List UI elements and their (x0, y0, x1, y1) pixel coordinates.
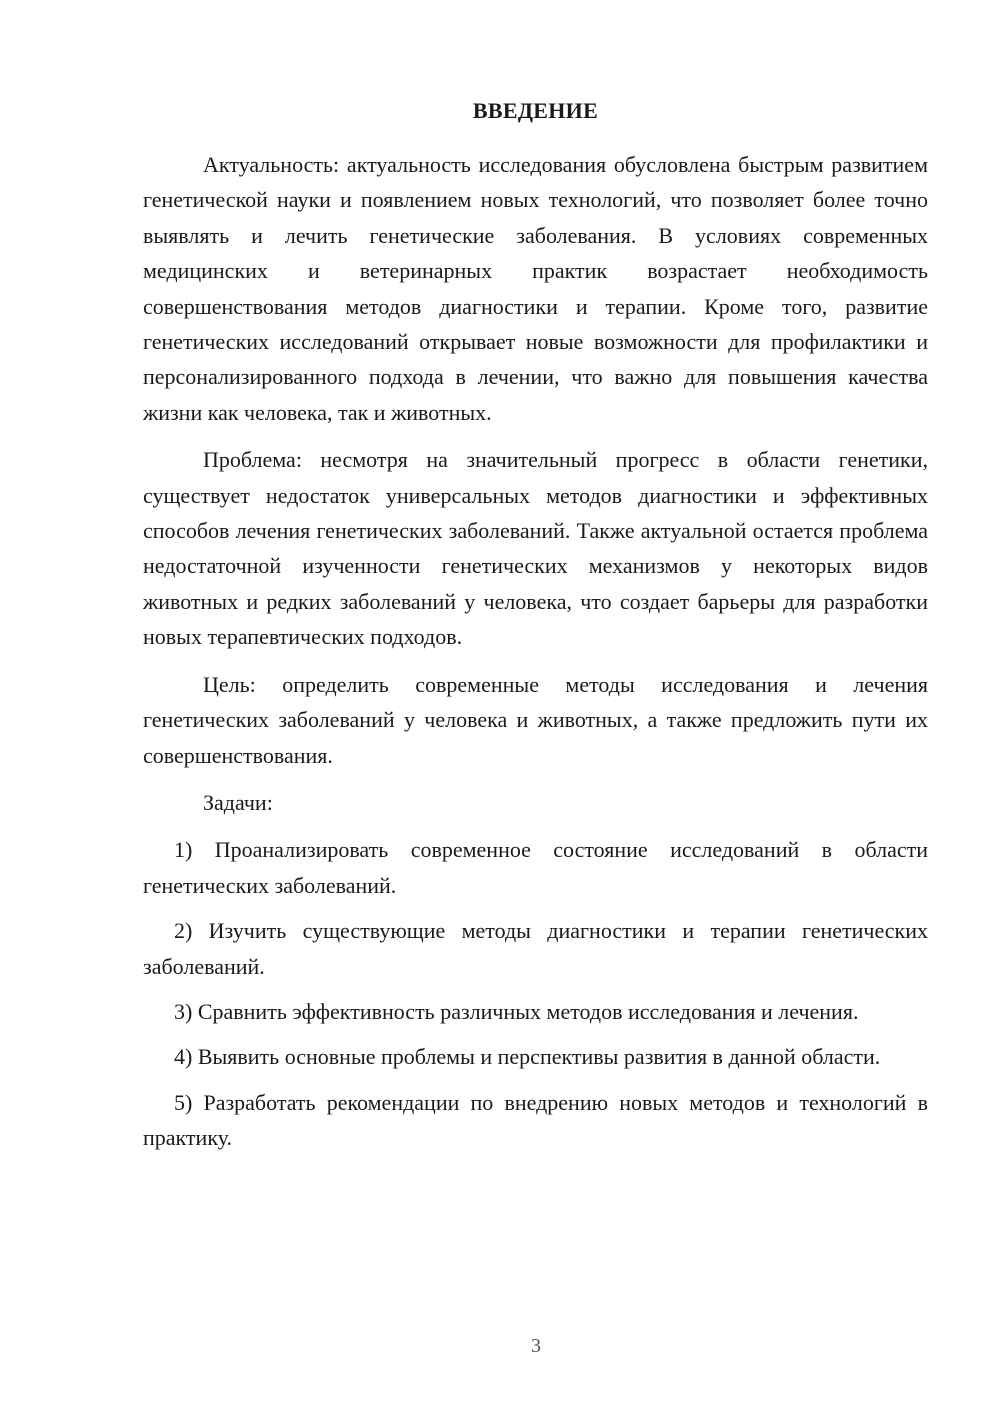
tasks-list (143, 832, 928, 1155)
task-item: 2) Изучить существующие методы диагностики и терапии генетических заболеваний. (143, 918, 928, 979)
section-heading: ВВЕДЕНИЕ (472, 98, 599, 123)
tasks-label: Задачи: (203, 789, 273, 815)
paragraph-relevance: Актуальность: актуальность исследования обусловлена быстрым развитием генетической науки и появлением новых технологий, что позволяет более точно выявлять и лечить генетические заболевания. В условиях современных медицинских и ветеринарных практик возрастает необходимость совершенствования методов диагностики и терапии. Кроме того, развитие генетических исследований открывает новые возможности для профилактики и персонализированного подхода в лечении, что важно для повышения качества жизни как человека, так и животных. (143, 152, 928, 425)
paragraph-problem: Проблема: несмотря на значительный прогресс в области генетики, существует недостаток универсальных методов диагностики и эффективных способов лечения генетических заболеваний. Также актуальной остается проблема недостаточной изученности генетических механизмов у некоторых видов животных и редких заболеваний у человека, что создает барьеры для разработки новых терапевтических подходов. (143, 447, 928, 650)
paragraph-goal: Цель: определить современные методы исследования и лечения генетических заболеваний у человека и животных, а также предложить пути их совершенствования. (143, 671, 928, 768)
page-number: 3 (531, 1335, 541, 1357)
task-item: 1) Проанализировать современное состояние исследований в области генетических заболеваний. (143, 837, 928, 898)
task-item: 3) Сравнить эффективность различных методов исследования и лечения. (174, 998, 859, 1024)
task-item: 5) Разработать рекомендации по внедрению новых методов и технологий в практику. (143, 1089, 928, 1151)
page-content (143, 95, 928, 1166)
task-item: 4) Выявить основные проблемы и перспективы развития в данной области. (174, 1044, 881, 1070)
